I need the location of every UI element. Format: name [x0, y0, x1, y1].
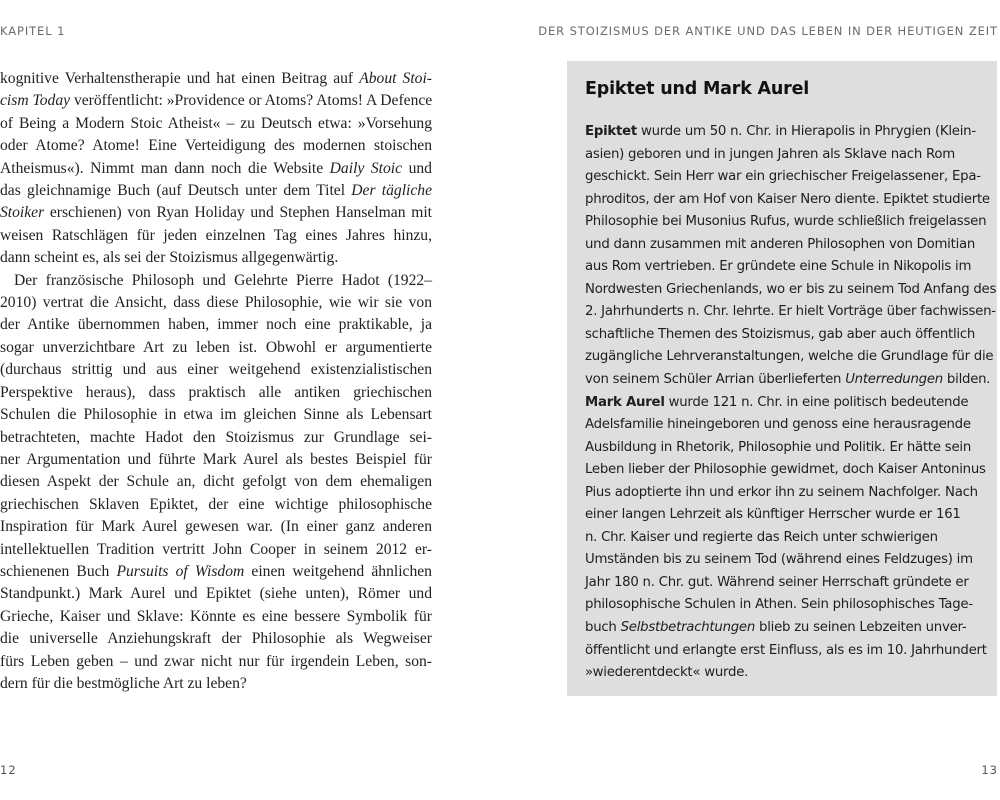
sidebar-box-body: [585, 121, 997, 685]
text-run: blieb zu seinen Lebzeiten unver-: [755, 620, 967, 636]
sidebar-text-line: [585, 527, 983, 550]
text-run: (durchaus strittig und aus einer weitgehend existenzialistischen: [0, 361, 432, 379]
text-run: und: [402, 159, 432, 177]
sidebar-text-line: [585, 482, 983, 505]
text-run: griechischen Sklaven Epiktet, der eine wichtige philosophische: [0, 495, 432, 513]
text-run: diesen Aspekt der Schule an, dicht gefolgt von dem ehemaligen: [0, 473, 432, 491]
text-run: 2010) vertrat die Ansicht, dass diese Philosophie, wie wir sie von: [0, 294, 432, 312]
text-run: oder Atome? Atome! Eine Verteidigung des modernen stoischen: [0, 137, 432, 155]
text-run: ner Argumentation und führte Mark Aurel als bestes Beispiel für: [0, 450, 432, 468]
text-run: n. Chr. Kaiser und regierte das Reich unter schwierigen: [585, 529, 938, 545]
text-line: [0, 471, 432, 493]
page-number-left: 12: [0, 763, 17, 777]
text-line: [0, 113, 432, 135]
text-run: betrachteten, machte Hadot den Stoizismus zur Grundlage sei-: [0, 428, 432, 446]
text-run: die universelle Anziehungskraft der Philosophie als Wegweiser: [0, 630, 432, 648]
sidebar-text-line: [585, 324, 983, 347]
text-line: [0, 225, 432, 247]
text-line: [0, 539, 432, 561]
sidebar-text-line: [585, 234, 983, 257]
text-line: [0, 628, 432, 650]
running-header-left: KAPITEL 1: [0, 24, 66, 38]
text-run: und dann zusammen mit anderen Philosophen von Domitian: [585, 236, 976, 252]
text-line: [0, 404, 432, 426]
text-line: [0, 270, 432, 292]
text-line: [0, 606, 432, 628]
text-run: Pursuits of Wisdom: [116, 562, 245, 580]
text-run: Nordwesten Griechenlands, wo er bis zu seinem Tod Anfang des: [585, 281, 997, 297]
text-line: [0, 314, 432, 336]
sidebar-text-line: [585, 166, 983, 189]
sidebar-text-line: [585, 459, 986, 482]
text-run: fürs Leben geben – und zwar nicht nur für irgendein Leben, son-: [0, 652, 432, 670]
text-run: wurde 121 n. Chr. in eine politisch bedeutende: [664, 394, 969, 410]
text-run: philosophische Schulen in Athen. Sein philosophisches Tage-: [585, 597, 973, 613]
sidebar-text-line: [585, 346, 994, 369]
text-run: of Being a Modern Stoic Atheist« – zu Deutsch etwa: »Vorsehung: [0, 114, 432, 132]
text-run: Daily Stoic: [329, 159, 403, 177]
text-run: Atheismus«). Nimmt man dann noch die Website: [0, 159, 330, 177]
text-run: wurde um 50 n. Chr. in Hierapolis in Phrygien (Klein-: [636, 124, 976, 139]
sidebar-text-line: [585, 437, 983, 460]
text-run: von seinem Schüler Arrian überlieferten: [585, 372, 846, 388]
text-run: About Stoi-: [359, 70, 432, 87]
sidebar-text-line: [585, 189, 990, 212]
text-line: [0, 202, 432, 224]
text-run: sogar unverzichtbare Art zu leben ist. Obwohl er argumentierte: [0, 338, 432, 356]
running-header-right: DER STOIZISMUS DER ANTIKE UND DAS LEBEN IN DER HEUTIGEN ZEIT: [538, 24, 998, 38]
sidebar-text-line: [585, 279, 997, 302]
text-run: Epiktet: [585, 124, 637, 139]
text-line: [0, 494, 432, 516]
text-run: dern für die bestmögliche Art zu leben?: [0, 674, 247, 692]
text-line: [0, 427, 432, 449]
text-run: Jahr 180 n. Chr. gut. Während seiner Herrschaft gründete er: [585, 574, 969, 590]
text-run: Unterredungen: [845, 372, 943, 388]
sidebar-text-line: [585, 640, 987, 663]
text-run: kognitive Verhaltenstherapie und hat einen Beitrag auf: [0, 70, 360, 87]
sidebar-text-line: [585, 121, 983, 144]
text-run: Mark Aurel: [585, 394, 665, 410]
text-line: [0, 180, 432, 202]
sidebar-text-line: [585, 662, 983, 685]
text-run: Adelsfamilie hineingeboren und genoss eine herausragende: [585, 417, 971, 433]
text-run: das gleichnamige Buch (auf Deutsch unter dem Titel: [0, 182, 352, 200]
text-run: der Antike übernommen haben, immer noch eine praktikable, ja: [0, 316, 432, 334]
text-run: phroditos, der am Hof von Kaiser Nero diente. Epiktet studierte: [585, 191, 990, 207]
text-run: cism Today: [0, 92, 71, 110]
text-run: intellektuellen Tradition vertritt John Cooper in seinem 2012 er-: [0, 540, 432, 558]
text-run: erschienen) von Ryan Holiday und Stephen Hanselman mit: [44, 204, 432, 222]
sidebar-box: [567, 61, 997, 696]
text-run: weisen Ratschlägen für jeden einzelnen Tag eines Jahres hinzu,: [0, 226, 432, 244]
text-run: Selbstbetrachtungen: [620, 620, 756, 636]
text-line: [0, 292, 432, 314]
text-run: bilden.: [942, 372, 991, 388]
text-line: [0, 651, 432, 673]
text-line: [0, 382, 432, 404]
text-run: Perspektive heraus), dass praktisch alle antiken griechischen: [0, 383, 432, 401]
text-run: Der französische Philosoph und Gelehrte Pierre Hadot (1922–: [14, 271, 432, 289]
sidebar-text-line: [585, 414, 983, 437]
text-run: Umständen bis zu seinem Tod (während eines Feldzuges) im: [585, 552, 973, 568]
text-run: schaftliche Themen des Stoizismus, gab aber auch öffentlich: [585, 326, 976, 342]
left-page-body-text: [0, 68, 432, 695]
text-run: Schulen die Philosophie in etwa im gleichen Sinne als Lebensart: [0, 406, 432, 424]
text-run: Ausbildung in Rhetorik, Philosophie und Politik. Er hätte sein: [585, 439, 971, 455]
text-run: zugängliche Lehrveranstaltungen, welche die Grundlage für die: [585, 349, 994, 365]
text-line: [0, 90, 432, 112]
text-run: öffentlicht und erlangte erst Einfluss, als es im 10. Jahrhundert: [585, 642, 987, 658]
text-line: [0, 516, 432, 538]
text-run: 2. Jahrhunderts n. Chr. lehrte. Er hielt Vorträge über fachwissen-: [585, 304, 996, 320]
sidebar-text-line: [585, 549, 983, 572]
text-run: Grieche, Kaiser und Sklave: Könnte es eine bessere Symbolik für: [0, 607, 432, 625]
text-run: Standpunkt.) Mark Aurel und Epiktet (siehe unten), Römer und: [0, 585, 432, 603]
text-line: [0, 247, 432, 269]
text-run: geschickt. Sein Herr war ein griechischer Freigelassener, Epa-: [585, 169, 981, 185]
sidebar-text-line: [585, 617, 983, 640]
sidebar-text-line: [585, 369, 991, 392]
text-run: einen weitgehend ähnlichen: [244, 562, 432, 580]
text-run: veröffentlicht: »Providence or Atoms? Atoms! A Defence: [70, 92, 433, 110]
text-run: Der tägliche: [351, 182, 432, 200]
text-run: einer langen Lehrzeit als künftiger Herrscher wurde er 161: [585, 507, 961, 523]
sidebar-text-line: [585, 211, 987, 234]
sidebar-text-line: [585, 256, 983, 279]
text-run: buch: [585, 620, 621, 636]
text-run: dann scheint es, als sei der Stoizismus allgegenwärtig.: [0, 249, 339, 267]
text-line: [0, 449, 432, 471]
sidebar-box-title: Epiktet und Mark Aurel: [585, 79, 810, 99]
text-run: Pius adoptierte ihn und erkor ihn zu seinem Nachfolger. Nach: [585, 484, 978, 500]
sidebar-text-line: [585, 301, 996, 324]
text-line: [0, 68, 432, 90]
sidebar-text-line: [585, 144, 983, 167]
text-line: [0, 583, 432, 605]
text-line: [0, 359, 432, 381]
text-run: aus Rom vertrieben. Er gründete eine Schule in Nikopolis im: [585, 259, 972, 275]
text-line: [0, 135, 432, 157]
text-run: Inspiration für Mark Aurel gewesen war. (In einer ganz anderen: [0, 518, 432, 536]
text-run: schienenen Buch: [0, 562, 117, 580]
text-line: [0, 158, 432, 180]
text-run: »wiederentdeckt« wurde.: [585, 665, 749, 681]
text-run: Leben lieber der Philosophie gewidmet, doch Kaiser Antoninus: [585, 462, 986, 478]
sidebar-text-line: [585, 572, 983, 595]
text-line: [0, 673, 432, 695]
sidebar-text-line: [585, 504, 983, 527]
text-run: asien) geboren und in jungen Jahren als Sklave nach Rom: [585, 146, 955, 162]
text-line: [0, 337, 432, 359]
sidebar-text-line: [585, 594, 983, 617]
page-number-right: 13: [981, 763, 998, 777]
text-run: Philosophie bei Musonius Rufus, wurde schließlich freigelassen: [585, 214, 987, 230]
text-run: Stoiker: [0, 204, 45, 222]
sidebar-text-line: [585, 392, 983, 415]
text-line: [0, 561, 432, 583]
